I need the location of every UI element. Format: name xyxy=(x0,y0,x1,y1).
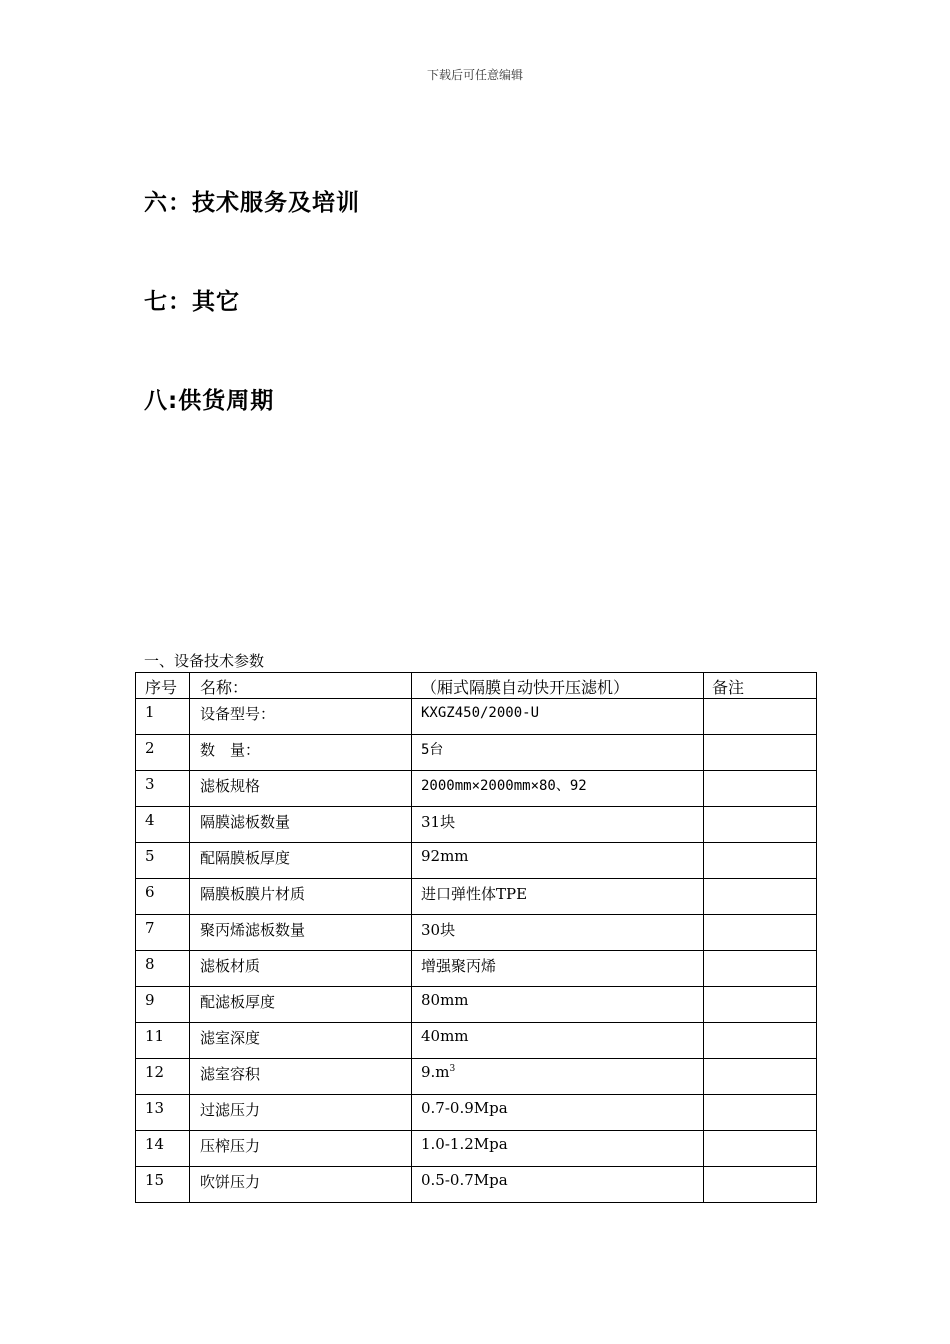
row-parameter-name-text: 隔膜滤板数量 xyxy=(200,813,291,831)
table-row xyxy=(136,807,817,843)
section-heading-service-training: 六：技术服务及培训 xyxy=(144,190,360,216)
table-row xyxy=(136,771,817,807)
row-parameter-value-text: 40mm xyxy=(421,1027,469,1045)
row-parameter-value-text: KXGZ450/2000-U xyxy=(421,705,540,721)
row-parameter-name xyxy=(190,1095,412,1131)
row-parameter-value xyxy=(412,915,704,951)
row-note xyxy=(704,735,817,771)
row-parameter-value-text: 增强聚丙烯 xyxy=(421,957,497,975)
column-header-note: 备注 xyxy=(704,673,817,699)
row-number xyxy=(136,1131,190,1167)
row-parameter-name-text: 过滤压力 xyxy=(200,1101,261,1119)
row-parameter-name-text: 压榨压力 xyxy=(200,1137,261,1155)
row-number xyxy=(136,735,190,771)
row-parameter-name xyxy=(190,1059,412,1095)
row-parameter-value xyxy=(412,879,704,915)
row-parameter-name xyxy=(190,987,412,1023)
row-parameter-name xyxy=(190,915,412,951)
row-parameter-value-text: 92mm xyxy=(421,847,469,865)
table-row xyxy=(136,1131,817,1167)
row-number-text: 7 xyxy=(145,919,155,937)
row-note xyxy=(704,1095,817,1131)
row-parameter-value xyxy=(412,699,704,735)
row-parameter-name xyxy=(190,1131,412,1167)
row-number-text: 11 xyxy=(145,1027,165,1045)
row-number-text: 6 xyxy=(145,883,155,901)
row-parameter-name-text: 配滤板厚度 xyxy=(200,993,276,1011)
table-row xyxy=(136,699,817,735)
row-parameter-value xyxy=(412,987,704,1023)
row-parameter-name-text: 隔膜板膜片材质 xyxy=(200,885,306,903)
row-number xyxy=(136,1095,190,1131)
row-note xyxy=(704,807,817,843)
row-parameter-value-text: 9.m xyxy=(421,1063,450,1081)
row-parameter-name xyxy=(190,951,412,987)
row-parameter-name-text: 滤板规格 xyxy=(200,777,261,795)
row-parameter-value xyxy=(412,1059,704,1095)
page-header: 下载后可任意编辑 xyxy=(426,68,523,82)
row-number-text: 2 xyxy=(145,739,155,757)
row-parameter-name xyxy=(190,1167,412,1203)
row-parameter-name-text: 吹饼压力 xyxy=(200,1173,261,1191)
row-parameter-name-text: 设备型号： xyxy=(200,705,276,723)
row-parameter-name-text: 滤室容积 xyxy=(200,1065,261,1083)
table-caption: 一、设备技术参数 xyxy=(144,652,265,670)
column-header-model: （厢式隔膜自动快开压滤机） xyxy=(412,673,704,699)
row-parameter-value xyxy=(412,735,704,771)
table-row xyxy=(136,1059,817,1095)
row-number-text: 9 xyxy=(145,991,155,1009)
table-row xyxy=(136,843,817,879)
column-header-no: 序号 xyxy=(136,673,190,699)
row-parameter-name-text: 滤室深度 xyxy=(200,1029,261,1047)
row-note xyxy=(704,1167,817,1203)
row-parameter-value xyxy=(412,807,704,843)
row-note xyxy=(704,771,817,807)
row-parameter-value-text: 30块 xyxy=(421,921,456,939)
table-row xyxy=(136,1167,817,1203)
row-parameter-value xyxy=(412,1095,704,1131)
row-note xyxy=(704,843,817,879)
row-parameter-value xyxy=(412,771,704,807)
row-parameter-value xyxy=(412,843,704,879)
row-number-text: 4 xyxy=(145,811,155,829)
column-header-name: 名称： xyxy=(190,673,412,699)
row-parameter-value xyxy=(412,1167,704,1203)
row-number xyxy=(136,843,190,879)
row-parameter-value-text: 2000mm×2000mm×80、92 xyxy=(421,778,587,794)
row-number-text: 8 xyxy=(145,955,155,973)
table-row xyxy=(136,951,817,987)
row-number-text: 14 xyxy=(145,1135,165,1153)
table-row xyxy=(136,915,817,951)
row-number xyxy=(136,699,190,735)
table-row xyxy=(136,1023,817,1059)
row-parameter-value-text: 进口弹性体TPE xyxy=(421,885,528,903)
section-heading-other: 七：其它 xyxy=(144,289,240,315)
row-parameter-name-text: 聚丙烯滤板数量 xyxy=(200,921,306,939)
row-note xyxy=(704,879,817,915)
row-number-text: 12 xyxy=(145,1063,165,1081)
row-number-text: 13 xyxy=(145,1099,165,1117)
table-row xyxy=(136,987,817,1023)
row-parameter-value-text: 1.0-1.2Mpa xyxy=(421,1135,508,1153)
row-number xyxy=(136,879,190,915)
row-number-text: 5 xyxy=(145,847,155,865)
equipment-spec-table xyxy=(135,672,817,1203)
row-number xyxy=(136,771,190,807)
row-parameter-name xyxy=(190,1023,412,1059)
row-note xyxy=(704,1059,817,1095)
row-parameter-name-text: 配隔膜板厚度 xyxy=(200,849,291,867)
table-header-row xyxy=(136,673,817,699)
row-parameter-value-text: 80mm xyxy=(421,991,469,1009)
row-number xyxy=(136,915,190,951)
row-parameter-name xyxy=(190,699,412,735)
row-number xyxy=(136,951,190,987)
row-number xyxy=(136,807,190,843)
row-number xyxy=(136,1023,190,1059)
row-number-text: 3 xyxy=(145,775,155,793)
row-note xyxy=(704,915,817,951)
row-number xyxy=(136,987,190,1023)
row-parameter-name xyxy=(190,879,412,915)
row-parameter-value xyxy=(412,1023,704,1059)
row-note xyxy=(704,699,817,735)
row-note xyxy=(704,1023,817,1059)
row-parameter-name-text: 数 量： xyxy=(200,741,261,759)
row-number-text: 15 xyxy=(145,1171,165,1189)
row-parameter-value-text: 31块 xyxy=(421,813,456,831)
row-parameter-name-text: 滤板材质 xyxy=(200,957,261,975)
row-note xyxy=(704,951,817,987)
row-parameter-value xyxy=(412,1131,704,1167)
row-parameter-value-text: 0.5-0.7Mpa xyxy=(421,1171,508,1189)
row-parameter-name xyxy=(190,735,412,771)
row-parameter-name xyxy=(190,771,412,807)
section-heading-delivery-period: 八:供货周期 xyxy=(144,388,275,414)
table-row xyxy=(136,879,817,915)
unit-superscript: 3 xyxy=(449,1064,456,1074)
row-parameter-name xyxy=(190,843,412,879)
row-number-text: 1 xyxy=(145,703,155,721)
row-number xyxy=(136,1167,190,1203)
row-number xyxy=(136,1059,190,1095)
row-parameter-value xyxy=(412,951,704,987)
row-note xyxy=(704,987,817,1023)
row-note xyxy=(704,1131,817,1167)
table-row xyxy=(136,1095,817,1131)
row-parameter-value-text: 0.7-0.9Mpa xyxy=(421,1099,508,1117)
table-row xyxy=(136,735,817,771)
row-parameter-name xyxy=(190,807,412,843)
row-parameter-value-text: 5台 xyxy=(421,742,444,758)
